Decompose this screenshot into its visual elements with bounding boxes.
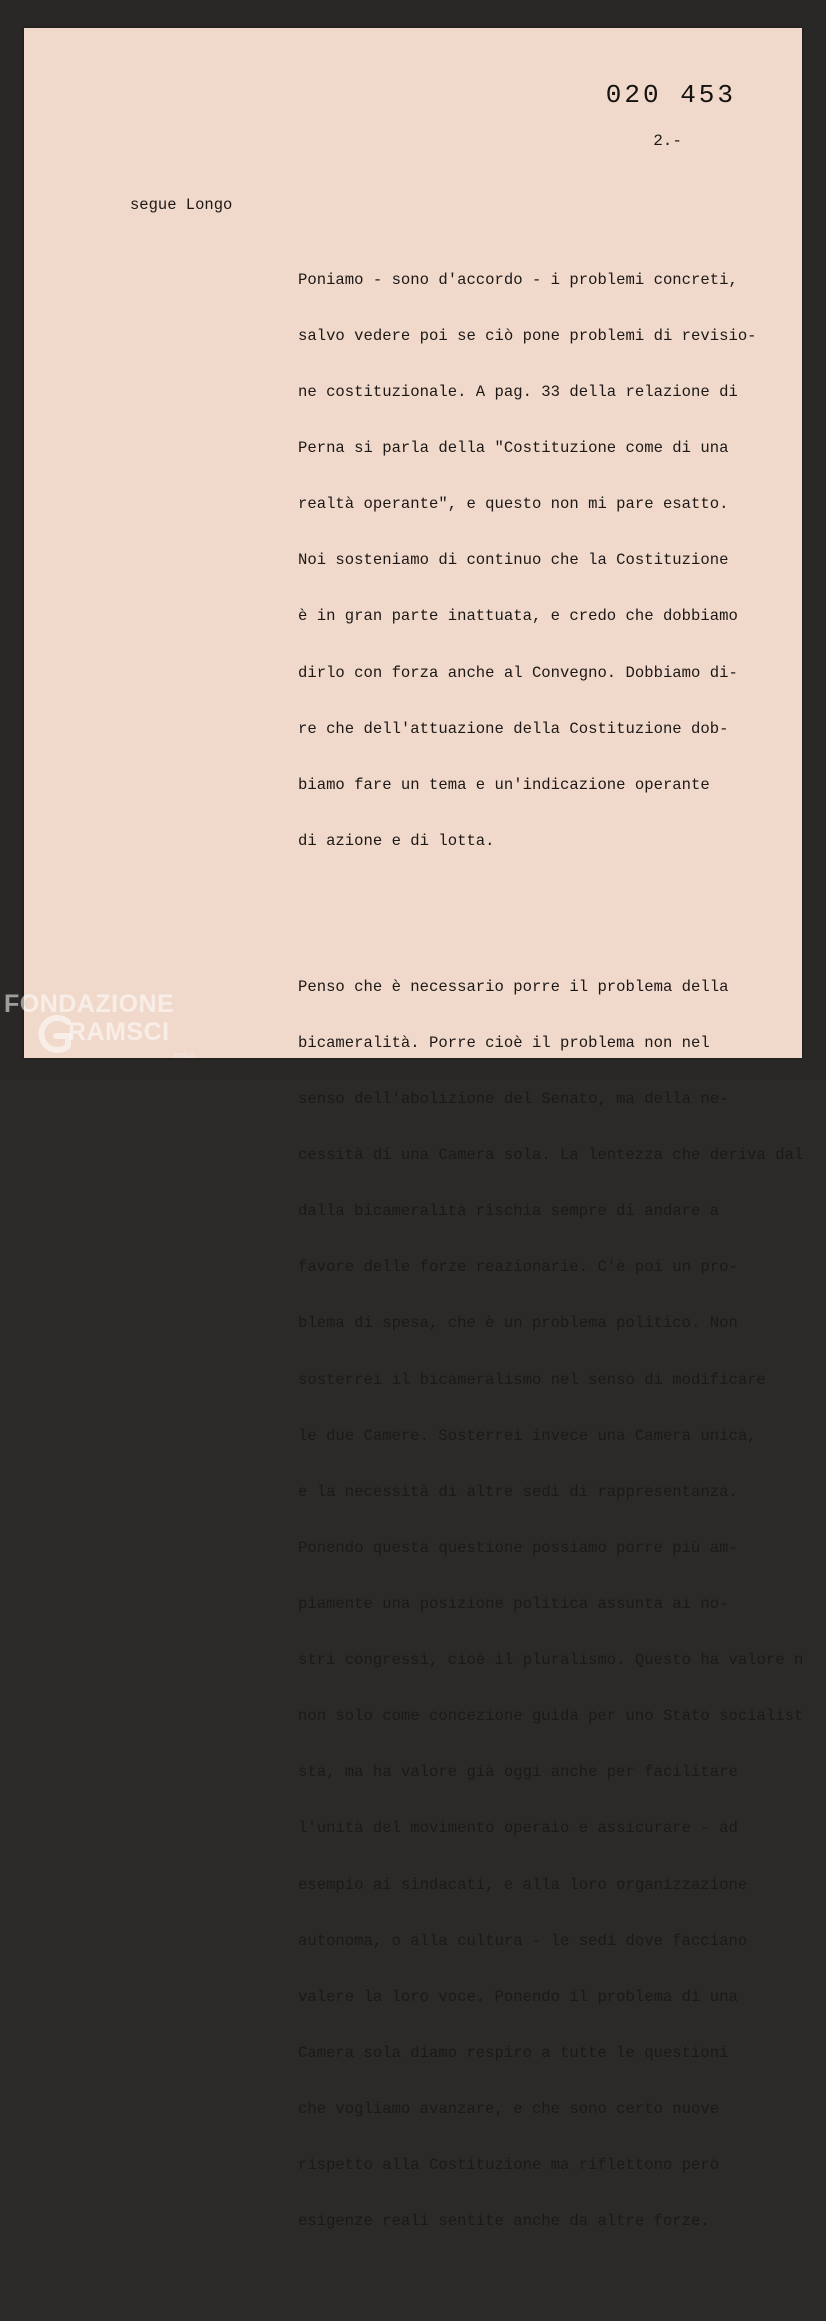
text-line: salvo vedere poi se ciò pone problemi di revisio-: [298, 326, 757, 345]
text-line: Perna si parla della "Costituzione come di una: [298, 439, 729, 458]
text-line: Noi sosteniamo di continuo che la Costituzione: [298, 551, 729, 570]
text-line: Penso che è necessario porre il problema della: [298, 977, 729, 996]
text-line: non solo come concezione guida per uno Stato socialist: [298, 1707, 804, 1726]
text-line: esempio ai sindacati, e alla loro organizzazione: [298, 1875, 748, 1894]
text-line: autonoma, o alla cultura - le sedi dove facciano: [298, 1931, 748, 1950]
fondazione-gramsci-watermark: [0, 990, 220, 1080]
text-line: l'unità del movimento operaio e assicurare - ad: [298, 1819, 738, 1838]
text-line: di azione e di lotta.: [298, 831, 495, 850]
speaker-label: segue Longo: [130, 196, 233, 214]
text-line: biamo fare un tema e un'indicazione operante: [298, 775, 710, 794]
paragraph-1: [298, 233, 798, 888]
text-line: Camera sola diamo respiro a tutte le questioni: [298, 2043, 729, 2062]
page-number: 2.-: [653, 132, 682, 150]
text-line: valere la loro voce. Ponendo il problema di una: [298, 1987, 738, 2006]
document-body: [298, 196, 804, 2321]
text-line: senso dell'abolizione del Senato, ma della ne-: [298, 1090, 729, 1109]
text-line: è in gran parte inattuata, e credo che dobbiamo: [298, 607, 738, 626]
text-line: esigenze reali sentite anche da altre forze.: [298, 2212, 710, 2231]
text-line: bicameralità. Porre cioè il problema non nel: [298, 1033, 710, 1052]
text-line: dalla bicameralità rischia sempre di andare a: [298, 1202, 720, 1221]
text-line: dirlo con forza anche al Convegno. Dobbiamo di-: [298, 663, 738, 682]
text-line: Poniamo - sono d'accordo - i problemi concreti,: [298, 270, 738, 289]
text-line: sta, ma ha valore già oggi anche per facilitare: [298, 1763, 738, 1782]
watermark-line-1: FONDAZIONE: [4, 990, 175, 1018]
archive-number: 020 453: [605, 80, 736, 110]
text-line: sosterrei il bicameralismo nel senso di modificare: [298, 1370, 766, 1389]
text-line: blema di spesa, che è un problema politico. Non: [298, 1314, 738, 1333]
text-line: e la necessità di altre sedi di rappresentanza.: [298, 1482, 738, 1501]
text-line: rispetto alla Costituzione ma riflettono però: [298, 2156, 720, 2175]
text-line: le due Camere. Sosterrei invece una Camera unica,: [298, 1426, 757, 1445]
text-line: piamente una posizione politica assunta ai no-: [298, 1595, 729, 1614]
text-line: ne costituzionale. A pag. 33 della relazione di: [298, 383, 738, 402]
document-page: [24, 28, 804, 2231]
paragraph-2: [298, 940, 804, 2268]
text-line: Ponendo questa questione possiamo porre più am-: [298, 1538, 738, 1557]
text-line: realtà operante", e questo non mi pare esatto.: [298, 495, 729, 514]
watermark-line-3: onlus: [174, 1050, 196, 1060]
text-line: stri congressi, cioè il pluralismo. Questo ha valore n: [298, 1651, 804, 1670]
text-line: re che dell'attuazione della Costituzione dob-: [298, 719, 729, 738]
text-line: cessità di una Camera sola. La lentezza che deriva dal: [298, 1146, 804, 1165]
watermark-line-2: RAMSCI: [68, 1018, 170, 1046]
text-line: favore delle forze reazionarie. C'è poi un pro-: [298, 1258, 738, 1277]
text-line: che vogliamo avanzare, e che sono certo nuove: [298, 2100, 720, 2119]
